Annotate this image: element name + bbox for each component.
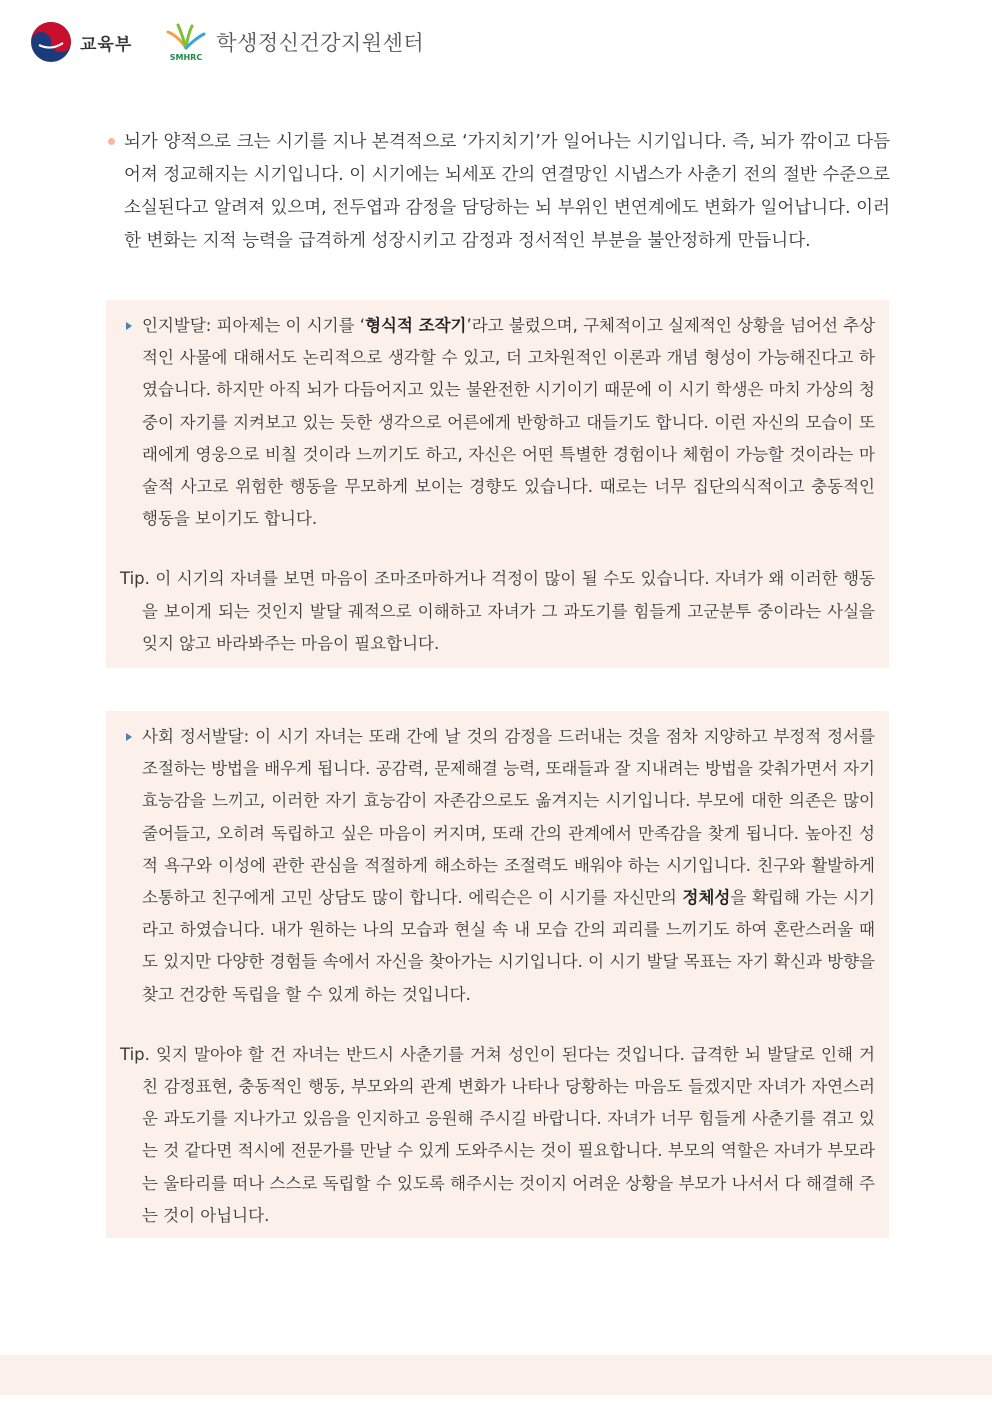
taegeuk-emblem-icon (30, 21, 72, 63)
intro-paragraph (108, 126, 890, 258)
ministry-logo (30, 21, 132, 63)
tip-1 (120, 563, 875, 660)
emphasis-formal-operational: 형식적 조작기 (365, 316, 467, 335)
cognitive-development-item (120, 310, 875, 535)
social-emotional-item (120, 721, 875, 1011)
ministry-label: 교육부 (80, 34, 133, 55)
tip-1-text: Tip. 이 시기의 자녀를 보면 마음이 조마조마하거나 걱정이 많이 될 수도 있습니다. 자녀가 왜 이러한 행동을 보이게 되는 것인지 발달 궤적으로 이해하고 자녀가 그 과도기를 힘들게 고군분투 중이라는 사실을 잊지 않고 바라봐주는 마음이 필요합니다. (120, 569, 875, 653)
cognitive-development-text: 인지발달: 피아제는 이 시기를 ‘형식적 조작기’라고 불렀으며, 구체적이고 실제적인 상황을 넘어선 추상적인 사물에 대해서도 논리적으로 생각할 수 있고, 더 고차원적인 이론과 개념 형성이 가능해진다고 하였습니다. 하지만 아직 뇌가 다듬어지고 있는 불완전한 시기이기 때문에 이 시기 학생은 마치 가상의 청중이 자기를 지켜보고 있는 듯한 생각으로 어른에게 반항하고 대들기도 합니다. 이런 자신의 모습이 또래에게 영웅으로 비칠 것이라 느끼기도 하고, 자신은 어떤 특별한 경험이나 체험이 가능할 것이라는 마술적 사고로 위험한 행동을 무모하게 보이는 경향도 있습니다. 때로는 너무 집단의식적이고 충동적인 행동을 보이기도 합니다. (142, 316, 876, 529)
triangle-bullet-icon (126, 322, 132, 330)
tip-2-text: Tip. 잊지 말아야 할 건 자녀는 반드시 사춘기를 거쳐 성인이 된다는 것입니다. 급격한 뇌 발달로 인해 거친 감정표현, 충동적인 행동, 부모와의 관계 변화가 나타나 당황하는 마음도 들겠지만 자녀가 자연스러운 과도기를 지나가고 있음을 인지하고 응원해 주시길 바랍니다. 자녀가 너무 힘들게 사춘기를 겪고 있는 것 같다면 적시에 전문가를 만날 수 있게 도와주시는 것이 필요합니다. 부모의 역할은 자녀가 부모라는 울타리를 떠나 스스로 독립할 수 있도록 해주시는 것이지 어려운 상황을 부모가 나서서 다 해결해 주는 것이 아닙니다. (120, 1044, 875, 1225)
intro-text: 뇌가 양적으로 크는 시기를 지나 본격적으로 ‘가지치기’가 일어나는 시기입니다. 즉, 뇌가 깎이고 다듬어져 정교해지는 시기입니다. 이 시기에는 뇌세포 간의 연결망인 시냅스가 사춘기 전의 절반 수준으로 소실된다고 알려져 있으며, 전두엽과 감정을 담당하는 뇌 부위인 변연계에도 변화가 일어납니다. 이러한 변화는 지적 능력을 급격하게 성장시키고 감정과 정서적인 부분을 불안정하게 만듭니다. (124, 132, 890, 251)
tip-2 (120, 1039, 875, 1232)
cognitive-development-box (106, 300, 889, 668)
page-header (30, 20, 424, 64)
svg-text:SMHRC: SMHRC (170, 53, 203, 62)
social-emotional-text: 사회 정서발달: 이 시기 자녀는 또래 간에 날 것의 감정을 드러내는 것을 점차 지양하고 부정적 정서를 조절하는 방법을 배우게 됩니다. 공감력, 문제해결 능력, 또래들과 잘 지내려는 방법을 갖춰가면서 자기 효능감을 느끼고, 이러한 자기 효능감이 자존감으로도 옮겨지는 시기입니다. 부모에 대한 의존은 많이 줄어들고, 오히려 독립하고 싶은 마음이 커지며, 또래 간의 관계에서 만족감을 찾게 됩니다. 높아진 성적 욕구와 이성에 관한 관심을 적절하게 해소하는 조절력도 배워야 하는 시기입니다. 친구와 활발하게 소통하고 친구에게 고민 상담도 많이 합니다. 에릭슨은 이 시기를 자신만의 정체성을 확립해 가는 시기라고 하였습니다. 내가 원하는 나의 모습과 현실 속 내 모습 간의 괴리를 느끼기도 하여 혼란스러울 때도 있지만 다양한 경험들 속에서 자신을 찾아가는 시기입니다. 이 시기 발달 목표는 자기 확신과 방향을 찾고 건강한 독립을 할 수 있게 하는 것입니다. (142, 727, 875, 1004)
smhrc-sprout-icon (162, 22, 210, 62)
center-logo (162, 22, 424, 62)
center-label: 학생정신건강지원센터 (216, 31, 425, 55)
footer-band (0, 1355, 992, 1395)
triangle-bullet-icon (126, 733, 132, 741)
emphasis-identity: 정체성 (682, 888, 731, 908)
social-emotional-development-box (106, 711, 889, 1238)
bullet-dot-icon (108, 138, 115, 145)
